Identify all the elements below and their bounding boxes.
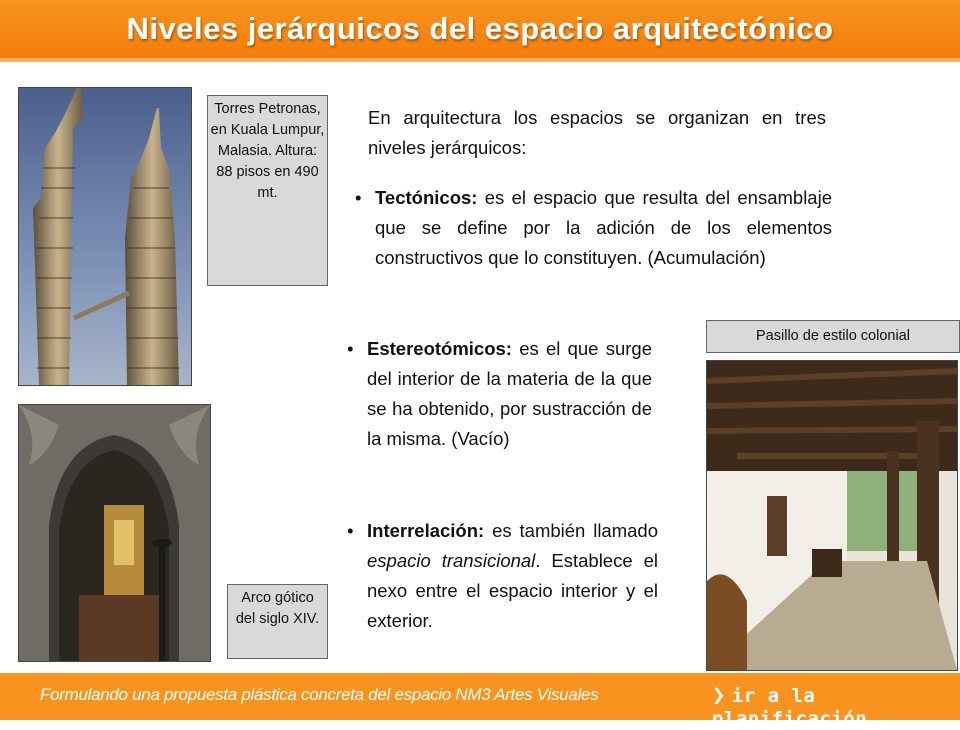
footer-text: Formulando una propuesta plástica concreta del espacio NM3 Artes Visuales xyxy=(40,685,599,704)
page-title: Niveles jerárquicos del espacio arquitectónico xyxy=(126,11,834,46)
gothic-arch-image xyxy=(18,404,211,662)
desc-estereotomicos: es el que surge del interior de la materia de la que se ha obtenido, por sustracción de la misma. (Vacío) xyxy=(367,338,652,449)
bullet-interrelacion xyxy=(347,516,658,636)
term-interrelacion: Interrelación: xyxy=(367,520,485,541)
caption-torres: Torres Petronas, en Kuala Lumpur, Malasia. Altura: 88 pisos en 490 mt. xyxy=(207,95,328,286)
desc-interrelacion-emph: espacio transicional xyxy=(367,550,536,571)
planificacion-link[interactable] xyxy=(712,683,960,730)
desc-interrelacion-b: . Establece el nexo entre el espacio interior y el exterior. xyxy=(367,550,658,631)
desc-interrelacion-a: es también llamado xyxy=(484,520,658,541)
term-tectonicos: Tectónicos: xyxy=(375,187,478,208)
caption-pasillo: Pasillo de estilo colonial xyxy=(706,320,960,353)
chevron-right-icon: ❯ xyxy=(712,683,726,708)
caption-arco: Arco gótico del siglo XIV. xyxy=(227,584,328,659)
intro-text: En arquitectura los espacios se organizan en tres niveles jerárquicos: xyxy=(368,107,826,158)
bullet-dot: • xyxy=(347,338,354,359)
petronas-towers-image xyxy=(18,87,192,386)
bullet-estereotomicos xyxy=(347,334,652,454)
footer-bar xyxy=(0,673,960,730)
colonial-corridor-image xyxy=(706,360,958,671)
bullet-dot: • xyxy=(355,187,362,208)
bullet-dot: • xyxy=(347,520,354,541)
term-estereotomicos: Estereotómicos: xyxy=(367,338,512,359)
title-bar xyxy=(0,0,960,62)
desc-tectonicos: es el espacio que resulta del ensamblaje que se define por la adición de los elementos constructivos que lo constituyen. (Acumulación) xyxy=(375,187,832,268)
bullet-tectonicos xyxy=(355,183,832,273)
planificacion-link-label: ir a la planificación xyxy=(712,685,868,730)
